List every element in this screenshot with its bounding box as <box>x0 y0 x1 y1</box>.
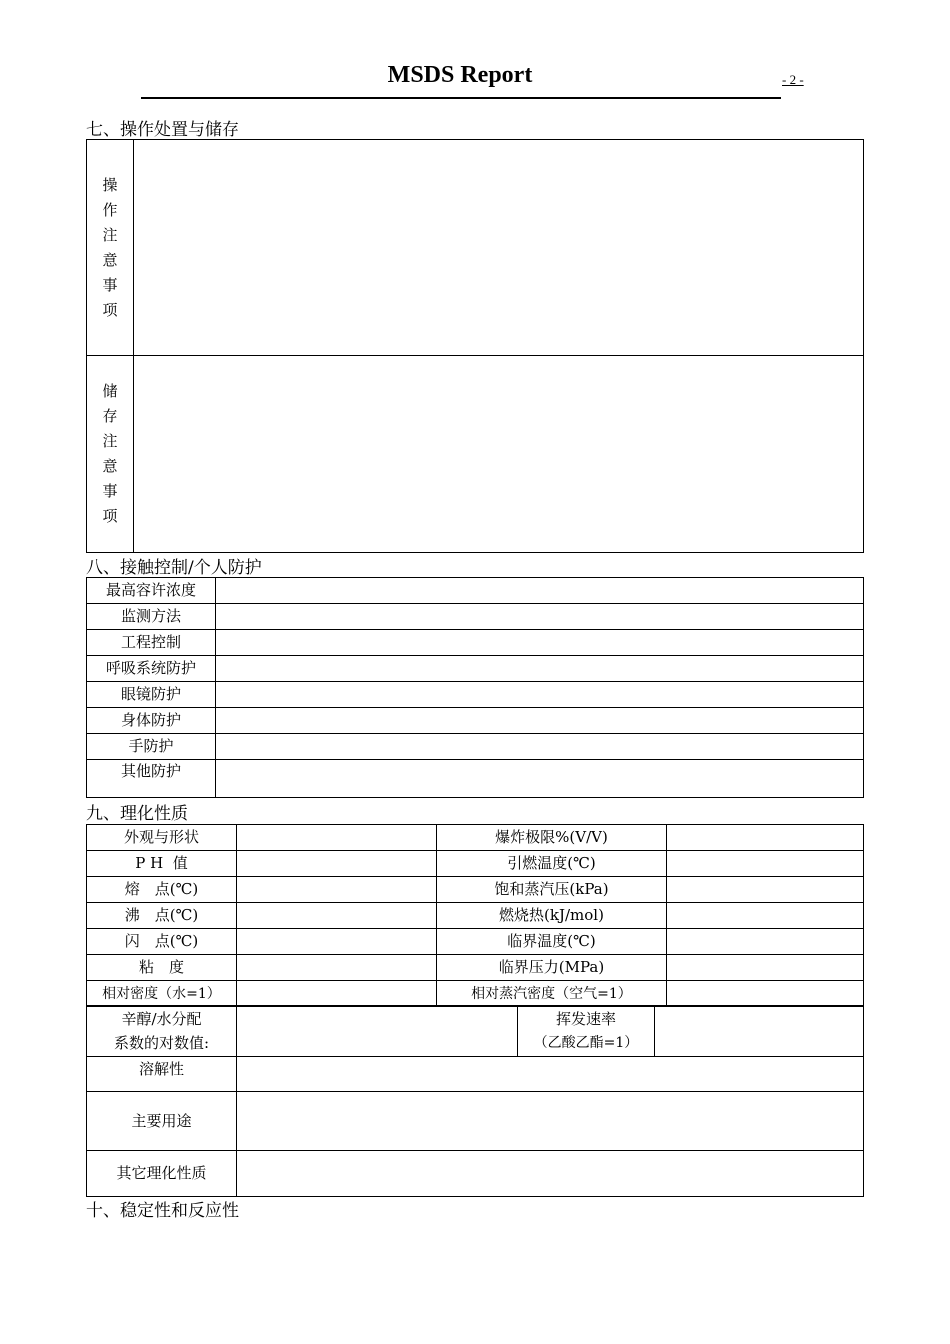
vapor-pressure-label: 饱和蒸汽压(kPa) <box>437 877 667 903</box>
other-protection-value <box>216 760 864 798</box>
main-use-label: 主要用途 <box>87 1092 237 1151</box>
body-protection-label: 身体防护 <box>87 708 216 734</box>
table-row <box>87 877 864 903</box>
section-8-heading: 八、接触控制/个人防护 <box>86 558 262 578</box>
octanol-water-partition-label: 辛醇/水分配 系数的对数值: <box>87 1006 237 1057</box>
monitoring-method-value <box>216 604 864 630</box>
flash-point-label: 闪 点(℃) <box>87 929 237 955</box>
table-row <box>87 734 864 760</box>
vapor-pressure-value <box>667 877 864 903</box>
engineering-control-label: 工程控制 <box>87 630 216 656</box>
engineering-control-value <box>216 630 864 656</box>
respiratory-protection-label: 呼吸系统防护 <box>87 656 216 682</box>
evaporation-rate-value <box>655 1006 864 1057</box>
heat-of-combustion-label: 燃烧热(kJ/mol) <box>437 903 667 929</box>
table-row <box>87 1151 864 1197</box>
hand-protection-label: 手防护 <box>87 734 216 760</box>
handling-precautions-label: 操 作 注 意 事 项 <box>87 140 134 356</box>
section-10-heading: 十、稳定性和反应性 <box>86 1201 239 1221</box>
max-allowable-concentration-value <box>216 578 864 604</box>
table-row <box>87 630 864 656</box>
ph-label: P H 值 <box>87 851 237 877</box>
relative-vapor-density-value <box>667 981 864 1007</box>
main-use-value <box>237 1092 864 1151</box>
critical-temp-value <box>667 929 864 955</box>
other-properties-label: 其它理化性质 <box>87 1151 237 1197</box>
table-row <box>87 825 864 851</box>
other-protection-label: 其他防护 <box>87 760 216 798</box>
body-protection-value <box>216 708 864 734</box>
explosive-limit-label: 爆炸极限%(V/V) <box>437 825 667 851</box>
melting-point-value <box>237 877 437 903</box>
table-row <box>87 578 864 604</box>
other-properties-value <box>237 1151 864 1197</box>
ph-value <box>237 851 437 877</box>
header-rule <box>141 97 781 99</box>
appearance-value <box>237 825 437 851</box>
critical-temp-label: 临界温度(℃) <box>437 929 667 955</box>
page-number: - 2 - <box>782 72 804 87</box>
section-8-table <box>86 577 864 798</box>
monitoring-method-label: 监测方法 <box>87 604 216 630</box>
table-row <box>87 1092 864 1151</box>
table-row <box>87 1057 864 1092</box>
boiling-point-label: 沸 点(℃) <box>87 903 237 929</box>
critical-pressure-label: 临界压力(MPa) <box>437 955 667 981</box>
table-row <box>87 851 864 877</box>
table-row <box>87 682 864 708</box>
page-title: MSDS Report <box>387 62 533 88</box>
table-row <box>87 981 864 1007</box>
viscosity-label: 粘 度 <box>87 955 237 981</box>
ignition-temp-label: 引燃温度(℃) <box>437 851 667 877</box>
eye-protection-label: 眼镜防护 <box>87 682 216 708</box>
eye-protection-value <box>216 682 864 708</box>
section-7-heading: 七、操作处置与储存 <box>86 120 239 140</box>
handling-precautions-row <box>87 140 864 356</box>
storage-precautions-label: 储 存 注 意 事 项 <box>87 356 134 553</box>
flash-point-value <box>237 929 437 955</box>
section-7-table <box>86 139 864 553</box>
solubility-value <box>237 1057 864 1092</box>
relative-vapor-density-label: 相对蒸汽密度（空气=1） <box>437 981 667 1007</box>
solubility-label: 溶解性 <box>87 1057 237 1092</box>
ignition-temp-value <box>667 851 864 877</box>
table-row <box>87 903 864 929</box>
respiratory-protection-value <box>216 656 864 682</box>
table-row <box>87 708 864 734</box>
appearance-label: 外观与形状 <box>87 825 237 851</box>
relative-density-label: 相对密度（水=1） <box>87 981 237 1007</box>
storage-precautions-row <box>87 356 864 553</box>
table-row <box>87 656 864 682</box>
table-row <box>87 604 864 630</box>
section-9-pairs-table <box>86 824 864 1007</box>
critical-pressure-value <box>667 955 864 981</box>
evaporation-rate-label: 挥发速率 （乙酸乙酯=1） <box>518 1006 655 1057</box>
section-9-details-table <box>86 1005 864 1197</box>
relative-density-value <box>237 981 437 1007</box>
hand-protection-value <box>216 734 864 760</box>
storage-precautions-value <box>134 356 864 553</box>
table-row <box>87 929 864 955</box>
max-allowable-concentration-label: 最高容许浓度 <box>87 578 216 604</box>
handling-precautions-value <box>134 140 864 356</box>
table-row <box>87 955 864 981</box>
table-row <box>87 760 864 798</box>
viscosity-value <box>237 955 437 981</box>
boiling-point-value <box>237 903 437 929</box>
melting-point-label: 熔 点(℃) <box>87 877 237 903</box>
explosive-limit-value <box>667 825 864 851</box>
heat-of-combustion-value <box>667 903 864 929</box>
octanol-water-partition-value <box>237 1006 518 1057</box>
table-row <box>87 1006 864 1057</box>
section-9-heading: 九、理化性质 <box>86 804 188 824</box>
